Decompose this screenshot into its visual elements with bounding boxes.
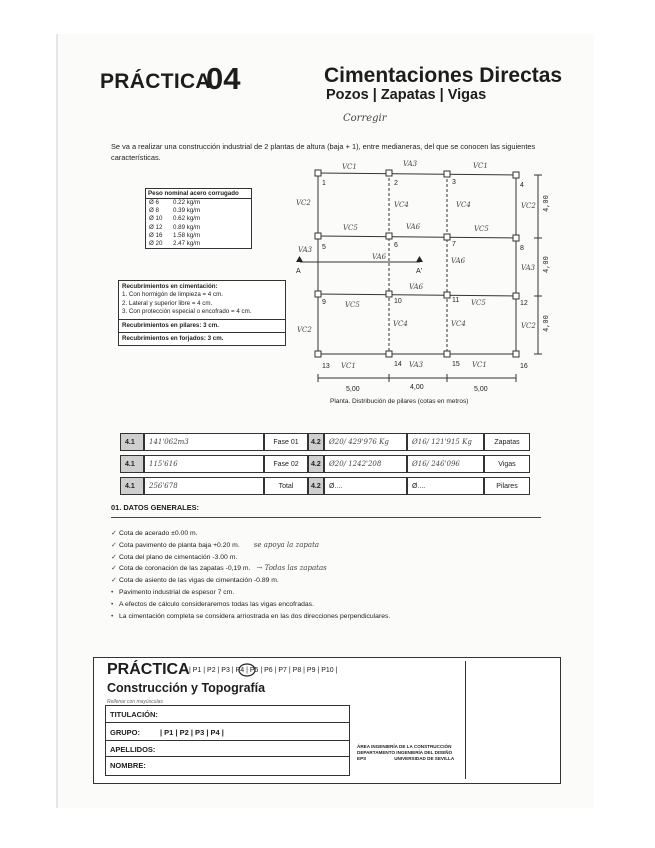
- beam-label: VC2: [297, 326, 312, 334]
- plan-caption: Planta. Distribución de pilares (cotas en metros): [330, 398, 469, 405]
- fill-note: Rellenar con mayúsculas: [107, 699, 163, 705]
- list-item: • Pavimento industrial de espesor 7 cm.: [111, 588, 235, 596]
- pillar-label: 1: [322, 180, 326, 187]
- dimension-label: 5,00: [474, 386, 488, 393]
- intro-text: Se va a realizar una construcción industrial de 2 plantas de altura (baja + 1), entre medianeras, del que se conocen las siguientes características.: [111, 142, 536, 162]
- selected-circle: [238, 663, 256, 677]
- pillar-label: 15: [452, 361, 460, 368]
- pillar-label: 3: [452, 179, 456, 186]
- course-title: Construcción y Topografía: [107, 681, 266, 695]
- cover-slabs: Recubrimientos en forjados: 3 cm.: [122, 335, 224, 343]
- answer-field[interactable]: Ø16/ 121'915 Kg: [407, 433, 484, 451]
- beam-label: VC2: [521, 202, 536, 210]
- page-title: Cimentaciones Directas: [324, 64, 563, 87]
- steel-row: Ø 8 0.39 kg/m: [149, 207, 201, 215]
- dimension-label: 4,00: [410, 384, 424, 391]
- list-item: • A efectos de cálculo consideraremos todas las vigas encofradas.: [111, 600, 314, 608]
- beam-label: VA3: [409, 361, 424, 369]
- divider: [111, 517, 541, 518]
- pillar-label: 2: [394, 180, 398, 187]
- answer-field[interactable]: 115'616: [144, 455, 264, 473]
- section-label: A: [296, 268, 301, 275]
- steel-row: Ø 12 0.89 kg/m: [149, 223, 201, 231]
- beam-label: VA3: [298, 246, 313, 254]
- beam-label: VA6: [409, 283, 424, 291]
- answer-field[interactable]: Ø....: [407, 477, 484, 495]
- department-info: ÁREA INGENIERÍA DE LA CONSTRUCCIÓN DEPARTAMENTO INGENIERÍA DEL DISEÑO EPS UNIVERSIDAD DE SEVILLA: [357, 744, 455, 762]
- results-table: [120, 433, 530, 499]
- beam-label: VC1: [473, 162, 488, 170]
- pillar-label: 13: [322, 363, 330, 370]
- list-item: ✓ Cota pavimento de planta baja +0.20 m. se apoya la zapata: [111, 540, 320, 549]
- beam-label: VC4: [394, 201, 409, 209]
- pillar-label: 12: [520, 300, 528, 307]
- general-data-list: [111, 528, 390, 622]
- beam-label: VC4: [451, 320, 466, 328]
- beam-label: VA3: [403, 160, 418, 168]
- beam-label: VA6: [406, 223, 421, 231]
- steel-row: Ø 16 1.58 kg/m: [149, 231, 201, 239]
- dimension-label: 4,00: [543, 256, 551, 273]
- handwritten-note: Corregir: [343, 113, 387, 124]
- titulacion-label: TITULACIÓN:: [110, 710, 158, 719]
- list-item: ✓ Cota de acerado ±0.00 m.: [111, 530, 198, 537]
- beam-label: VC1: [472, 361, 487, 369]
- beam-label: VC4: [456, 201, 471, 209]
- list-item: ✓ Cota de coronación de las zapatas -0,19 m. → Todas las zapatas: [111, 564, 327, 573]
- footer-practice-list: | P1 | P2 | P3 | P4 | P5 | P6 | P7 | P8 | P9 | P10 |: [189, 667, 338, 674]
- cover-item: 1. Con hormigón de limpieza = 4 cm.: [122, 291, 223, 299]
- footer-practice: PRÁCTICA: [107, 661, 190, 678]
- grupo-label: GRUPO:: [110, 728, 140, 737]
- beam-label: VA6: [451, 257, 466, 265]
- practice-label: PRÁCTICA: [100, 70, 211, 93]
- answer-field[interactable]: Ø16/ 246'096: [407, 455, 484, 473]
- practice-number: 04: [206, 61, 241, 96]
- pillar-label: 11: [452, 297, 460, 304]
- beam-label: VC2: [296, 199, 311, 207]
- student-info-box: [105, 705, 350, 776]
- list-item: ✓ Cota de asiento de las vigas de cimentación -0.89 m.: [111, 577, 279, 585]
- dimension-label: 5,00: [346, 386, 360, 393]
- beam-label: VC5: [343, 224, 358, 232]
- pillar-label: 10: [394, 298, 402, 305]
- answer-field[interactable]: 256'678: [144, 477, 264, 495]
- section-label: A': [416, 268, 423, 275]
- list-item: • La cimentación completa se considera arriostrada en las dos direcciones perpendiculares.: [111, 612, 391, 620]
- apellidos-label: APELLIDOS:: [110, 745, 156, 754]
- beam-label: VC2: [521, 322, 536, 330]
- pillar-label: 14: [394, 361, 402, 368]
- dimension-label: 4,00: [543, 195, 551, 212]
- section-title: 01. DATOS GENERALES:: [111, 503, 200, 512]
- pillar-label: 8: [520, 245, 524, 252]
- cover-item: 3. Con protección especial o encofrado = 4 cm.: [122, 308, 252, 316]
- cover-title: Recubrimientos en cimentación:: [122, 283, 218, 290]
- beam-label: VA3: [521, 264, 536, 272]
- steel-table-header: Peso nominal acero corrugado: [146, 189, 251, 199]
- answer-field[interactable]: Ø20/ 1242'208: [324, 455, 407, 473]
- table-row: 4.1 256'678 Total 4.2 Ø.... Ø.... Pilares: [120, 477, 530, 495]
- table-row: 4.1 141'062m3 Fase 01 4.2 Ø20/ 429'976 Kg Ø16/ 121'915 Kg Zapatas: [120, 433, 530, 451]
- divider: [465, 661, 466, 779]
- cover-pillars: Recubrimientos en pilares: 3 cm.: [122, 321, 219, 329]
- answer-field[interactable]: Ø20/ 429'976 Kg: [324, 433, 407, 451]
- beam-label: VA6: [372, 253, 387, 261]
- steel-row: Ø 10 0.62 kg/m: [149, 215, 201, 223]
- cover-item: 2. Lateral y superior libre = 4 cm.: [122, 299, 213, 307]
- steel-row: Ø 20 2.47 kg/m: [149, 240, 201, 248]
- beam-label: VC5: [471, 299, 486, 307]
- dimension-label: 4,00: [543, 315, 551, 332]
- beam-label: VC1: [342, 163, 357, 171]
- table-row: 4.1 115'616 Fase 02 4.2 Ø20/ 1242'208 Ø16/ 246'096 Vigas: [120, 455, 530, 473]
- nombre-label: NOMBRE:: [110, 761, 146, 770]
- foundation-plan: [0, 0, 655, 420]
- steel-row: Ø 6 0.22 kg/m: [149, 199, 201, 206]
- pillar-label: 4: [520, 182, 524, 189]
- beam-label: VC5: [474, 225, 489, 233]
- list-item: ✓ Cota del plano de cimentación -3.00 m.: [111, 553, 238, 561]
- page-subtitle: Pozos | Zapatas | Vigas: [326, 87, 487, 103]
- grupo-options[interactable]: | P1 | P2 | P3 | P4 |: [160, 728, 224, 737]
- pillar-label: 9: [322, 299, 326, 306]
- beam-label: VC4: [393, 320, 408, 328]
- answer-field[interactable]: Ø....: [324, 477, 407, 495]
- pillar-label: 7: [452, 241, 456, 248]
- answer-field[interactable]: 141'062m3: [144, 433, 264, 451]
- beam-label: VC1: [341, 362, 356, 370]
- pillar-label: 5: [322, 244, 326, 251]
- pillar-label: 6: [394, 242, 398, 249]
- pillar-label: 16: [520, 363, 528, 370]
- beam-label: VC5: [345, 301, 360, 309]
